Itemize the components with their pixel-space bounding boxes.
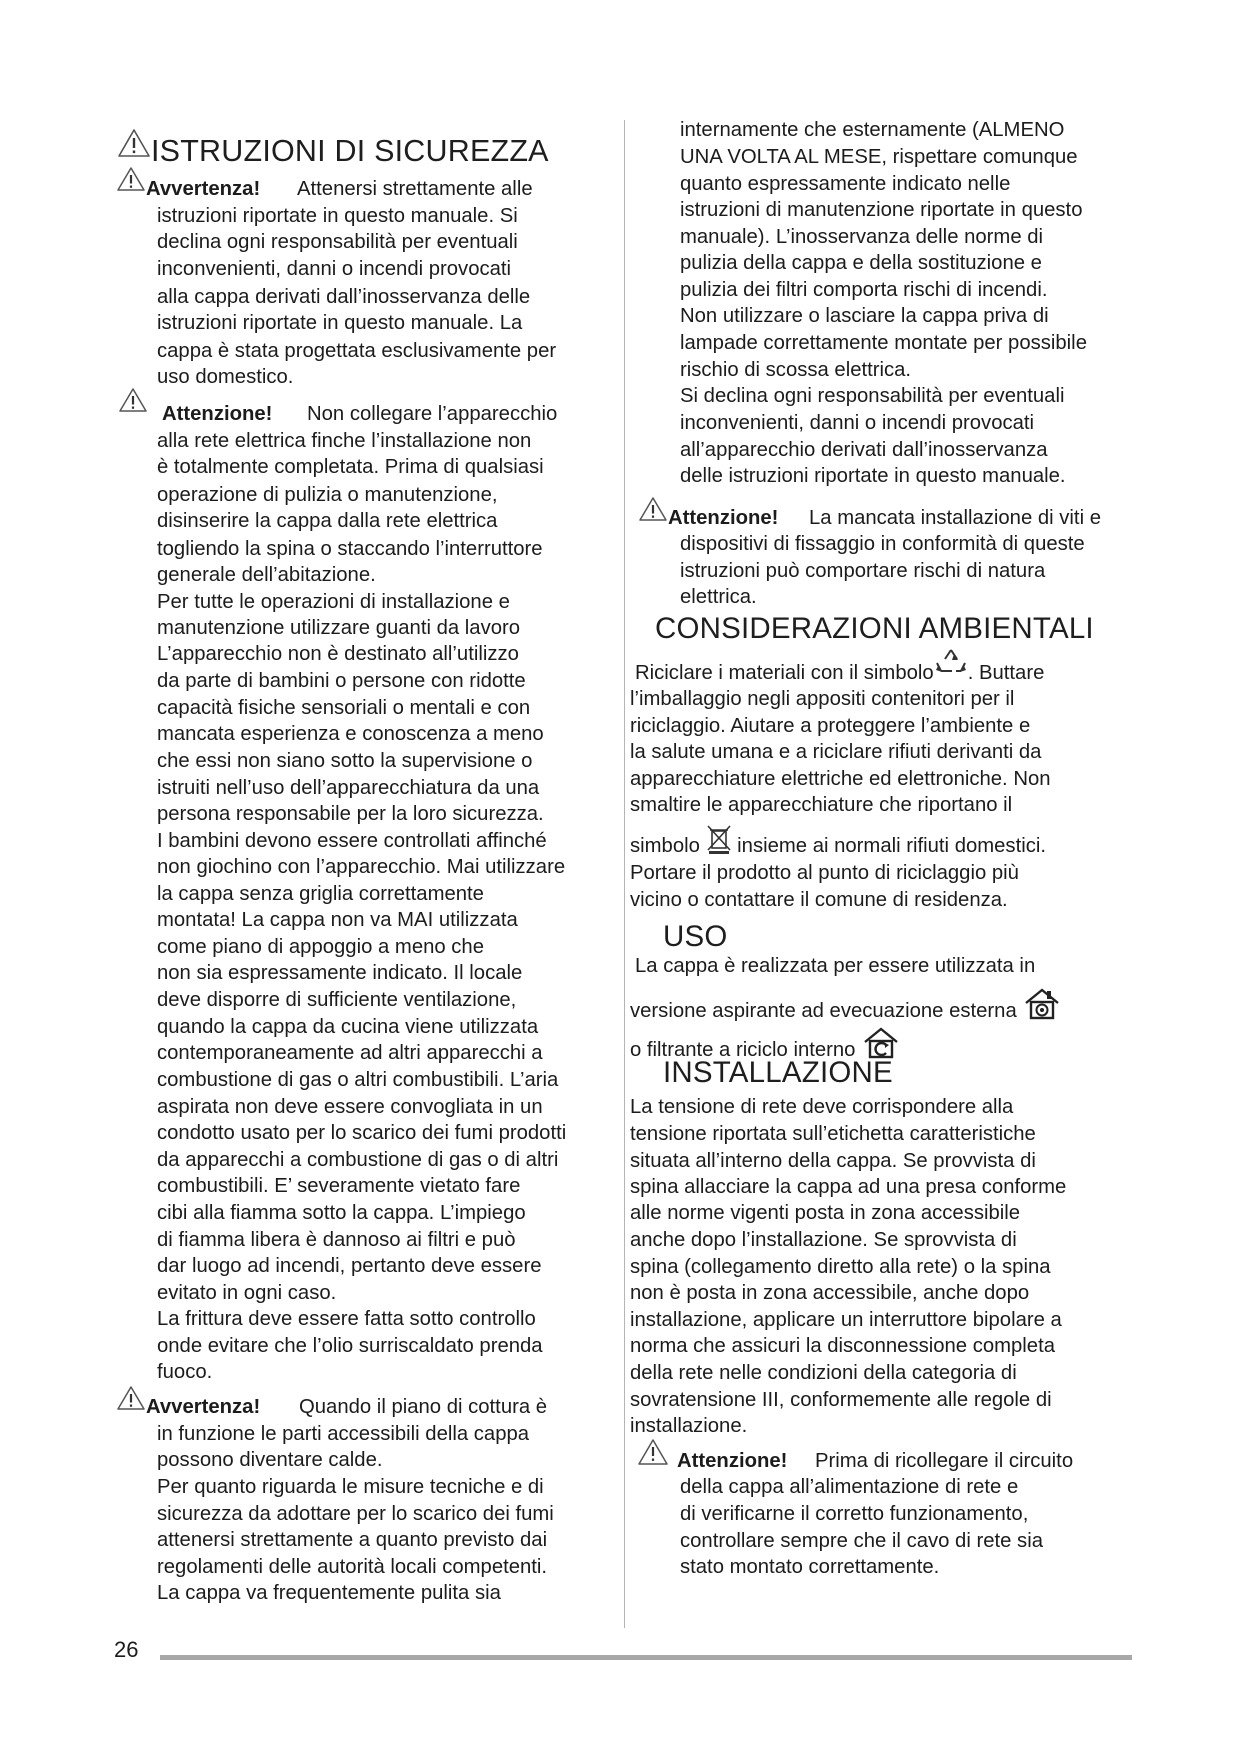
text-line: controllare sempre che il cavo di rete sia <box>680 1530 1043 1552</box>
text-line: da apparecchi a combustione di gas o di altri <box>157 1149 559 1171</box>
warning-triangle-icon <box>116 1385 146 1411</box>
text-line: Non collegare l’apparecchio <box>307 403 558 425</box>
text-line: disinserire la cappa dalla rete elettrica <box>157 510 498 532</box>
text-line: installazione. <box>630 1415 748 1437</box>
text-line: alle norme vigenti posta in zona accessibile <box>630 1202 1021 1224</box>
text-line: Prima di ricollegare il circuito <box>815 1450 1074 1472</box>
warning-triangle-icon <box>117 128 151 158</box>
text-line: alla cappa derivati dall’inosservanza delle <box>157 286 531 308</box>
attenzione-label: Attenzione! <box>668 507 779 529</box>
text-line: di fiamma libera è dannoso ai filtri e può <box>157 1229 516 1251</box>
text-line: Attenersi strettamente alle <box>297 178 533 200</box>
text-line: tensione riportata sull’etichetta caratteristiche <box>630 1123 1036 1145</box>
text-line: inconvenienti, danni o incendi provocati <box>680 412 1035 434</box>
footer-rule <box>160 1655 1132 1660</box>
section-title-istruzioni: ISTRUZIONI DI SICUREZZA <box>151 134 549 168</box>
text-line: Quando il piano di cottura è <box>299 1396 548 1418</box>
text-line: generale dell’abitazione. <box>157 564 376 586</box>
text-line <box>635 663 1044 683</box>
text-line: cibi alla fiamma sotto la cappa. L’impiego <box>157 1202 526 1224</box>
text-line: elettrica. <box>680 586 757 608</box>
text-line: quando la cappa da cucina viene utilizzata <box>157 1016 539 1038</box>
text-line: contemporaneamente ad altri apparecchi a <box>157 1042 543 1064</box>
warning-triangle-icon <box>118 387 148 413</box>
text-line: declina ogni responsabilità per eventuali <box>157 231 518 253</box>
avvertenza-label: Avvertenza! <box>146 1396 261 1418</box>
text-line: riciclaggio. Aiutare a proteggere l’ambiente e <box>630 715 1031 737</box>
text-line: manutenzione utilizzare guanti da lavoro <box>157 617 521 639</box>
text-line: istruzioni di manutenzione riportate in questo <box>680 199 1083 221</box>
text-line: l’imballaggio negli appositi contenitori per il <box>630 688 1015 710</box>
text-line: lampade correttamente montate per possibile <box>680 332 1087 354</box>
text-line: possono diventare calde. <box>157 1449 383 1471</box>
text-line: I bambini devono essere controllati affinché <box>157 830 547 852</box>
text-line: non sia espressamente indicato. Il locale <box>157 962 523 984</box>
text-line: capacità fisiche sensoriali o mentali e con <box>157 697 531 719</box>
avvertenza-label: Avvertenza! <box>146 178 261 200</box>
text-line: istruiti nell’uso dell’apparecchiatura da una <box>157 777 540 799</box>
text-line: internamente che esternamente (ALMENO <box>680 119 1065 141</box>
attenzione-label: Attenzione! <box>162 403 273 425</box>
text-line: La frittura deve essere fatta sotto controllo <box>157 1308 536 1330</box>
text-line: la salute umana e a riciclare rifiuti derivanti da <box>630 741 1042 763</box>
text-line: onde evitare che l’olio surriscaldato prenda <box>157 1335 543 1357</box>
text-line: inconvenienti, danni o incendi provocati <box>157 258 512 280</box>
text-line: fuoco. <box>157 1361 213 1383</box>
text-fragment: o filtrante a riciclo interno <box>630 1039 856 1061</box>
text-fragment: insieme ai normali rifiuti domestici. <box>737 835 1046 857</box>
text-line: montata! La cappa non va MAI utilizzata <box>157 909 518 931</box>
text-line: istruzioni riportate in questo manuale. La <box>157 312 523 334</box>
text-line: attenersi strettamente a quanto previsto dai <box>157 1529 548 1551</box>
text-line: La mancata installazione di viti e <box>809 507 1101 529</box>
text-line: non è posta in zona accessibile, anche dopo <box>630 1282 1030 1304</box>
warning-triangle-icon <box>116 166 146 192</box>
text-fragment: . Buttare <box>967 662 1045 684</box>
section-title-installazione: INSTALLAZIONE <box>663 1056 893 1089</box>
weee-bin-icon <box>706 823 732 855</box>
text-line: non giochino con l’apparecchio. Mai utilizzare <box>157 856 566 878</box>
text-line: dispositivi di fissaggio in conformità di queste <box>680 533 1085 555</box>
text-line: togliendo la spina o staccando l’interruttore <box>157 538 543 560</box>
text-line: deve disporre di sufficiente ventilazione, <box>157 989 517 1011</box>
text-line: spina allacciare la cappa ad una presa conforme <box>630 1176 1067 1198</box>
text-line: delle istruzioni riportate in questo manuale. <box>680 465 1066 487</box>
text-line: pulizia dei filtri comporta rischi di incendi. <box>680 279 1048 301</box>
text-line: situata all’interno della cappa. Se provvista di <box>630 1150 1036 1172</box>
text-line: La tensione di rete deve corrispondere alla <box>630 1096 1014 1118</box>
text-line: combustione di gas o altri combustibili. L’aria <box>157 1069 559 1091</box>
text-line: è totalmente completata. Prima di qualsiasi <box>157 456 544 478</box>
text-line: Portare il prodotto al punto di riciclaggio più <box>630 862 1019 884</box>
text-line: istruzioni riportate in questo manuale. Si <box>157 205 518 227</box>
text-line: smaltire le apparecchiature che riportano il <box>630 794 1013 816</box>
text-line: Per quanto riguarda le misure tecniche e di <box>157 1476 544 1498</box>
text-line: in funzione le parti accessibili della cappa <box>157 1423 530 1445</box>
text-line: cappa è stata progettata esclusivamente per <box>157 340 557 362</box>
text-line: dar luogo ad incendi, pertanto deve essere <box>157 1255 542 1277</box>
text-fragment: simbolo <box>630 835 700 857</box>
text-line: vicino o contattare il comune di residenza. <box>630 889 1008 911</box>
text-line: che essi non siano sotto la supervisione o <box>157 750 533 772</box>
text-line: mancata esperienza e conoscenza a meno <box>157 723 544 745</box>
warning-triangle-icon <box>638 496 668 522</box>
text-line: all’apparecchio derivati dall’inosservanza <box>680 439 1048 461</box>
text-line: Non utilizzare o lasciare la cappa priva di <box>680 305 1049 327</box>
text-line: da parte di bambini o persone con ridotte <box>157 670 526 692</box>
text-line: la cappa senza griglia correttamente <box>157 883 484 905</box>
text-line: della rete nelle condizioni della categoria di <box>630 1362 1017 1384</box>
text-line: uso domestico. <box>157 366 294 388</box>
text-line: operazione di pulizia o manutenzione, <box>157 484 498 506</box>
text-line: combustibili. E’ severamente vietato fare <box>157 1175 521 1197</box>
exhaust-mode-house-icon <box>1022 987 1062 1021</box>
text-line: come piano di appoggio a meno che <box>157 936 484 958</box>
text-line: regolamenti delle autorità locali competenti. <box>157 1556 548 1578</box>
page-number: 26 <box>114 1637 139 1662</box>
text-line: Per tutte le operazioni di installazione e <box>157 591 510 613</box>
attenzione-label: Attenzione! <box>677 1450 788 1472</box>
text-line: La cappa va frequentemente pulita sia <box>157 1582 501 1604</box>
text-line: sovratensione III, conformemente alle regole di <box>630 1389 1052 1411</box>
text-line: La cappa è realizzata per essere utilizzata in <box>635 955 1036 977</box>
text-line: anche dopo l’installazione. Se sprovvista di <box>630 1229 1017 1251</box>
text-line: alla rete elettrica finche l’installazione non <box>157 430 532 452</box>
text-line: persona responsabile per la loro sicurezza. <box>157 803 544 825</box>
text-line: stato montato correttamente. <box>680 1556 940 1578</box>
column-divider <box>624 120 625 1628</box>
text-line: Si declina ogni responsabilità per eventuali <box>680 385 1065 407</box>
section-title-uso: USO <box>663 920 728 953</box>
text-line: UNA VOLTA AL MESE, rispettare comunque <box>680 146 1078 168</box>
text-fragment: Riciclare i materiali con il simbolo <box>635 662 934 684</box>
text-line: manuale). L’inosservanza delle norme di <box>680 226 1044 248</box>
text-line: di verificarne il corretto funzionamento, <box>680 1503 1029 1525</box>
text-line: condotto usato per lo scarico dei fumi prodotti <box>157 1122 567 1144</box>
text-line: rischio di scossa elettrica. <box>680 359 912 381</box>
warning-triangle-icon <box>637 1438 669 1466</box>
text-line: aspirata non deve essere convogliata in un <box>157 1096 543 1118</box>
recirculation-mode-house-icon <box>861 1026 901 1060</box>
text-line: norma che assicuri la disconnessione completa <box>630 1335 1055 1357</box>
text-line: della cappa all’alimentazione di rete e <box>680 1476 1019 1498</box>
section-title-ambientali: CONSIDERAZIONI AMBIENTALI <box>655 612 1094 645</box>
text-line <box>630 836 1046 856</box>
text-line: spina (collegamento diretto alla rete) o la spina <box>630 1256 1051 1278</box>
text-fragment: versione aspirante ad evecuazione esterna <box>630 1000 1017 1022</box>
recycle-icon <box>934 646 968 680</box>
text-line: sicurezza da adottare per lo scarico dei fumi <box>157 1503 554 1525</box>
text-line: installazione, applicare un interruttore bipolare a <box>630 1309 1062 1331</box>
text-line: pulizia della cappa e della sostituzione e <box>680 252 1042 274</box>
text-line: quanto espressamente indicato nelle <box>680 173 1011 195</box>
text-line: apparecchiature elettriche ed elettroniche. Non <box>630 768 1051 790</box>
text-line: L’apparecchio non è destinato all’utilizzo <box>157 643 519 665</box>
text-line <box>630 1001 1062 1021</box>
text-line: istruzioni può comportare rischi di natura <box>680 560 1046 582</box>
text-line: evitato in ogni caso. <box>157 1282 337 1304</box>
